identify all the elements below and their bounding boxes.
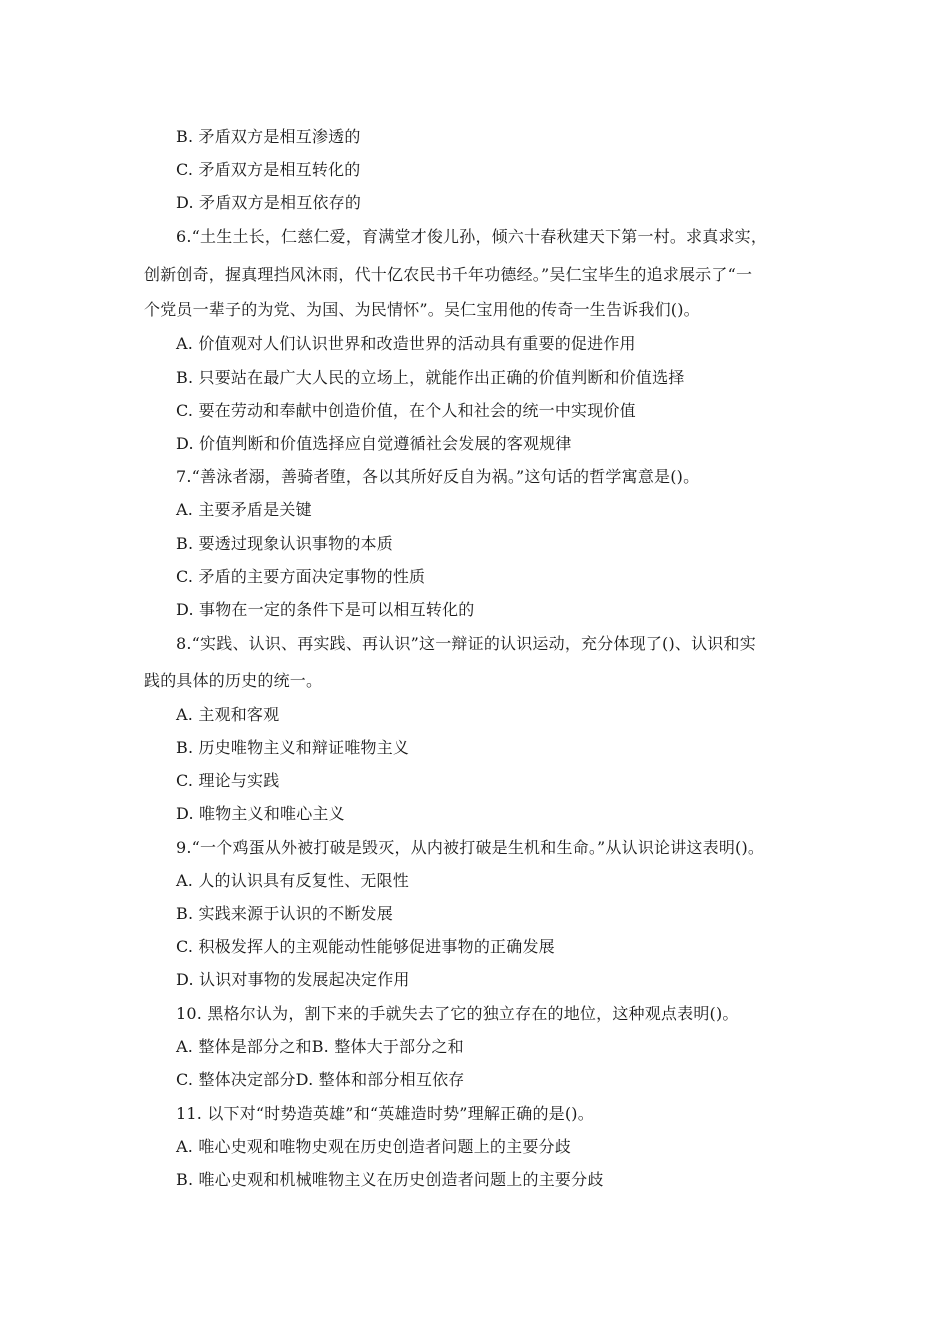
option-6b: B. 只要站在最广大人民的立场上，就能作出正确的价值判断和价值选择 (176, 368, 685, 387)
question-6-line-3: 个党员一辈子的为党、为国、为民情怀”。吴仁宝用他的传奇一生告诉我们()。 (144, 300, 700, 319)
question-6-line-1: 6.“土生土长，仁慈仁爱，育满堂才俊儿孙，倾六十春秋建天下第一村。求真求实， (176, 227, 768, 246)
question-8-line-2: 践的具体的历史的统一。 (144, 671, 323, 690)
question-7: 7.“善泳者溺，善骑者堕，各以其所好反自为祸。”这句话的哲学寓意是()。 (176, 467, 700, 486)
option-7d: D. 事物在一定的条件下是可以相互转化的 (176, 600, 475, 619)
option-7a: A. 主要矛盾是关键 (176, 500, 312, 519)
option-11a: A. 唯心史观和唯物史观在历史创造者问题上的主要分歧 (176, 1137, 571, 1156)
option-8b: B. 历史唯物主义和辩证唯物主义 (176, 738, 410, 757)
option-5d: D. 矛盾双方是相互依存的 (176, 193, 362, 212)
option-8a: A. 主观和客观 (176, 705, 280, 724)
option-7c: C. 矛盾的主要方面决定事物的性质 (176, 567, 426, 586)
option-9a: A. 人的认识具有反复性、无限性 (176, 871, 409, 890)
option-6a: A. 价值观对人们认识世界和改造世界的活动具有重要的促进作用 (176, 334, 636, 353)
option-6d: D. 价值判断和价值选择应自觉遵循社会发展的客观规律 (176, 434, 572, 453)
question-6-line-2: 创新创奇，握真理挡风沐雨，代十亿农民书千年功德经。”吴仁宝毕生的追求展示了“一 (144, 265, 753, 284)
option-8d: D. 唯物主义和唯心主义 (176, 804, 345, 823)
option-9c: C. 积极发挥人的主观能动性能够促进事物的正确发展 (176, 937, 555, 956)
option-10cd: C. 整体决定部分D. 整体和部分相互依存 (176, 1070, 465, 1089)
question-8-line-1: 8.“实践、认识、再实践、再认识”这一辩证的认识运动，充分体现了()、认识和实 (176, 634, 756, 653)
question-10: 10. 黑格尔认为，割下来的手就失去了它的独立存在的地位，这种观点表明()。 (176, 1004, 739, 1023)
question-9: 9.“一个鸡蛋从外被打破是毁灭，从内被打破是生机和生命。”从认识论讲这表明()。 (176, 838, 765, 857)
option-10ab: A. 整体是部分之和B. 整体大于部分之和 (176, 1037, 464, 1056)
option-11b: B. 唯心史观和机械唯物主义在历史创造者问题上的主要分歧 (176, 1170, 604, 1189)
question-11: 11. 以下对“时势造英雄”和“英雄造时势”理解正确的是()。 (176, 1104, 594, 1123)
option-6c: C. 要在劳动和奉献中创造价值，在个人和社会的统一中实现价值 (176, 401, 636, 420)
option-9d: D. 认识对事物的发展起决定作用 (176, 970, 410, 989)
option-5c: C. 矛盾双方是相互转化的 (176, 160, 361, 179)
option-8c: C. 理论与实践 (176, 771, 280, 790)
option-9b: B. 实践来源于认识的不断发展 (176, 904, 393, 923)
option-5b: B. 矛盾双方是相互渗透的 (176, 127, 361, 146)
option-7b: B. 要透过现象认识事物的本质 (176, 534, 393, 553)
